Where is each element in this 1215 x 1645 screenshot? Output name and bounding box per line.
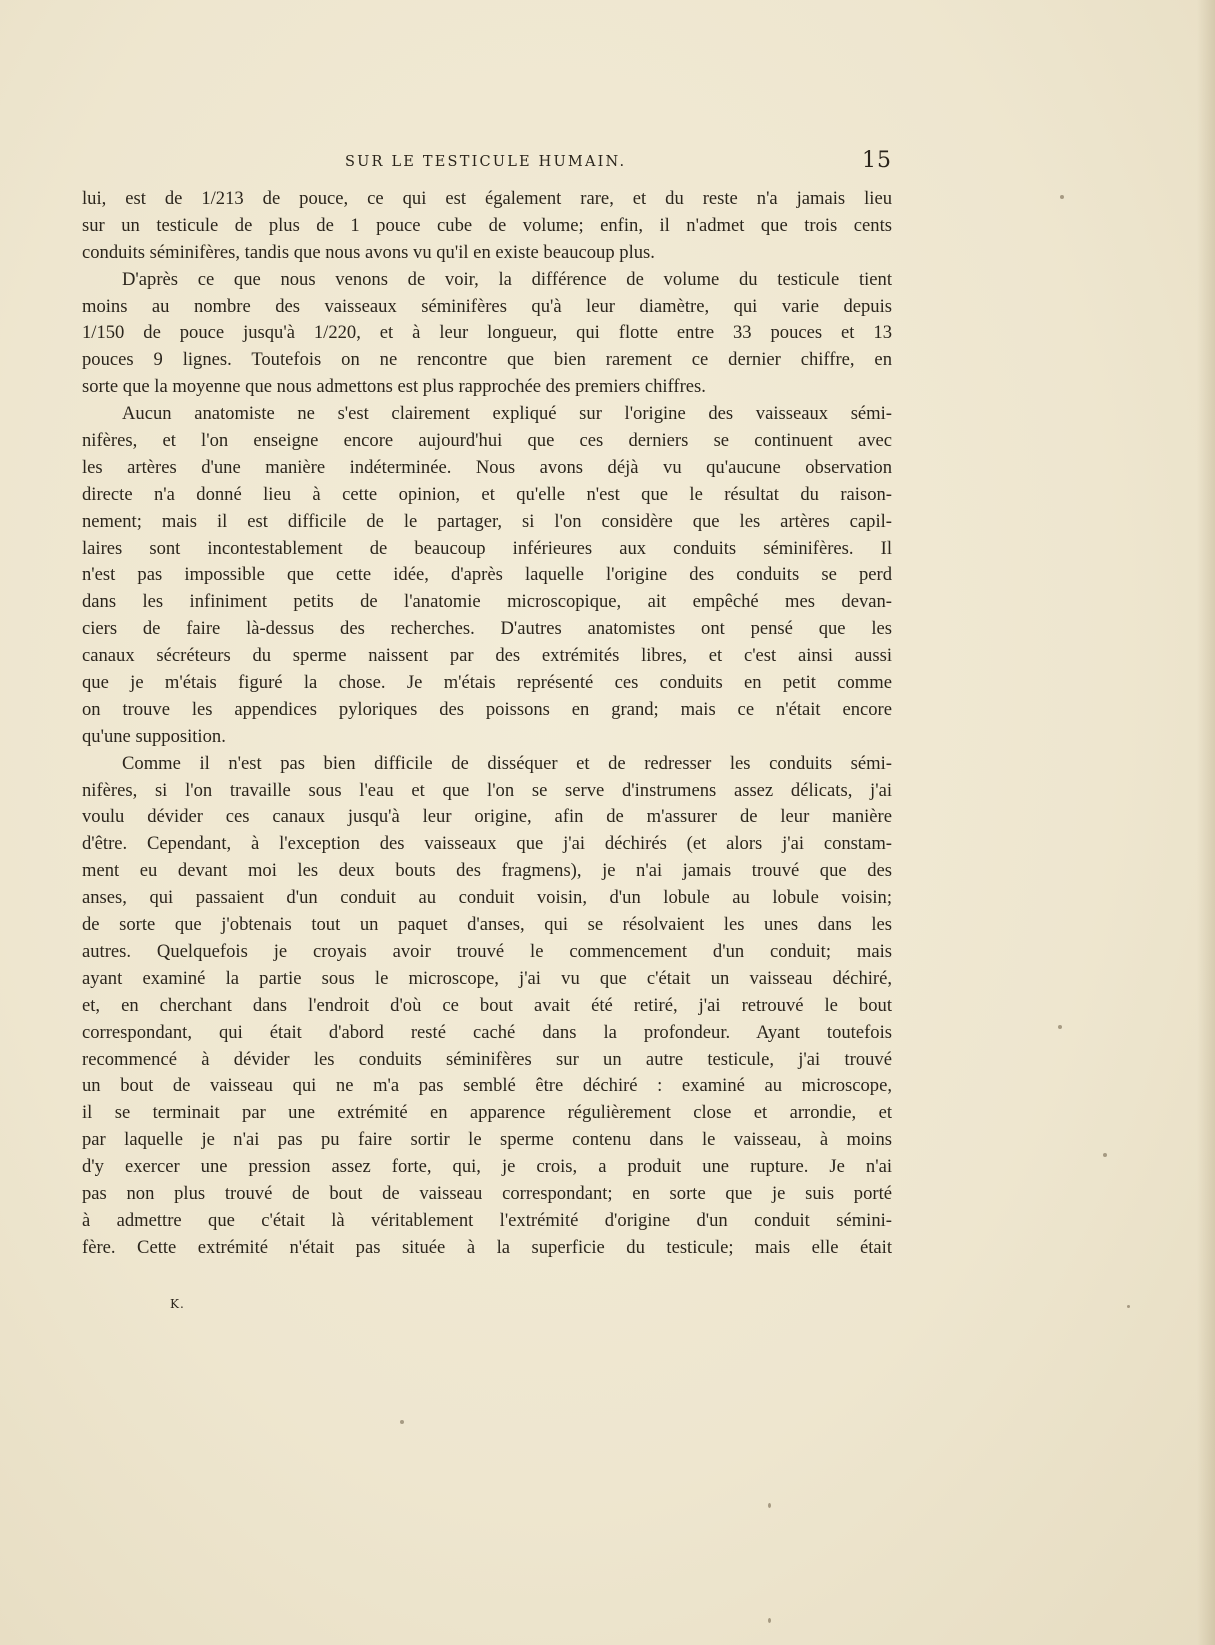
page-edge-shadow [1197, 0, 1215, 1645]
text-line: à admettre que c'était là véritablement l'extrémité d'origine d'un conduit sémini- [82, 1209, 892, 1231]
text-line: correspondant, qui était d'abord resté caché dans la profondeur. Ayant toutefois [82, 1021, 892, 1043]
paper-speck [768, 1618, 771, 1623]
page-number: 15 [862, 148, 892, 173]
text-line: par laquelle je n'ai pas pu faire sortir le sperme contenu dans le vaisseau, à moins [82, 1129, 892, 1151]
text-line: autres. Quelquefois je croyais avoir trouvé le commencement d'un conduit; mais [82, 940, 892, 962]
text-line: nifères, et l'on enseigne encore aujourd'hui que ces derniers se continuent avec [82, 430, 892, 452]
text-line: et, en cherchant dans l'endroit d'où ce bout avait été retiré, j'ai retrouvé le bout [82, 994, 892, 1016]
text-line: moins au nombre des vaisseaux séminifères qu'à leur diamètre, qui varie depuis [82, 295, 892, 317]
text-line: lui, est de 1/213 de pouce, ce qui est également rare, et du reste n'a jamais lieu [82, 188, 892, 209]
text-line: directe n'a donné lieu à cette opinion, et qu'elle n'est que le résultat du raison- [82, 483, 892, 505]
paper-speck [1127, 1305, 1130, 1308]
text-line: on trouve les appendices pyloriques des poissons en grand; mais ce n'était encore [82, 698, 892, 720]
text-line: laires sont incontestablement de beaucoup inférieures aux conduits séminifères. Il [82, 537, 892, 559]
text-line: ment eu devant moi les deux bouts des fragmens), je n'ai jamais trouvé que des [82, 860, 892, 882]
text-line: qu'une supposition. [82, 725, 226, 747]
signature-mark: K. [170, 1297, 185, 1311]
running-title: SUR LE TESTICULE HUMAIN. [345, 154, 627, 170]
text-line: anses, qui passaient d'un conduit au conduit voisin, d'un lobule au lobule voisin; [82, 887, 892, 909]
text-line: conduits séminifères, tandis que nous avons vu qu'il en existe beaucoup plus. [82, 241, 655, 263]
text-line: ayant examiné la partie sous le microscope, j'ai vu que c'était un vaisseau déchiré, [82, 967, 892, 989]
body-text [82, 186, 892, 1262]
text-line: ciers de faire là-dessus des recherches. D'autres anatomistes ont pensé que les [82, 618, 892, 640]
text-line: recommencé à dévider les conduits séminifères sur un autre testicule, j'ai trouvé [82, 1048, 892, 1070]
text-line: de sorte que j'obtenais tout un paquet d'anses, qui se résolvaient les unes dans les [82, 914, 892, 936]
text-line: pouces 9 lignes. Toutefois on ne rencontre que bien rarement ce dernier chiffre, en [82, 349, 892, 371]
text-line: d'y exercer une pression assez forte, qui, je crois, a produit une rupture. Je n'ai [82, 1156, 892, 1178]
text-line: que je m'étais figuré la chose. Je m'étais représenté ces conduits en petit comme [82, 672, 892, 694]
text-line: nifères, si l'on travaille sous l'eau et que l'on se serve d'instrumens assez délicats, j'ai [82, 779, 892, 801]
text-line: les artères d'une manière indéterminée. Nous avons déjà vu qu'aucune observation [82, 456, 892, 478]
text-line: 1/150 de pouce jusqu'à 1/220, et à leur longueur, qui flotte entre 33 pouces et 13 [82, 322, 892, 344]
page-header [82, 150, 892, 174]
paper-speck [1060, 195, 1064, 199]
text-line: n'est pas impossible que cette idée, d'après laquelle l'origine des conduits se perd [82, 564, 892, 586]
text-line: D'après ce que nous venons de voir, la différence de volume du testicule tient [122, 268, 892, 290]
text-line: sur un testicule de plus de 1 pouce cube de volume; enfin, il n'admet que trois cents [82, 214, 892, 236]
text-line: voulu dévider ces canaux jusqu'à leur origine, afin de m'assurer de leur manière [82, 806, 892, 828]
text-line: canaux sécréteurs du sperme naissent par des extrémités libres, et c'est ainsi aussi [82, 645, 892, 667]
text-line: il se terminait par une extrémité en apparence régulièrement close et arrondie, et [82, 1102, 892, 1124]
text-line: pas non plus trouvé de bout de vaisseau correspondant; en sorte que je suis porté [82, 1182, 892, 1204]
text-line: Aucun anatomiste ne s'est clairement expliqué sur l'origine des vaisseaux sémi- [122, 403, 892, 425]
paper-speck [400, 1420, 404, 1424]
text-line: sorte que la moyenne que nous admettons est plus rapprochée des premiers chiffres. [82, 376, 706, 398]
text-line: un bout de vaisseau qui ne m'a pas semblé être déchiré : examiné au microscope, [82, 1075, 892, 1097]
text-line: d'être. Cependant, à l'exception des vaisseaux que j'ai déchirés (et alors j'ai constam- [82, 833, 892, 855]
text-line: nement; mais il est difficile de le partager, si l'on considère que les artères capil- [82, 510, 892, 532]
paper-speck [1058, 1025, 1062, 1029]
text-line: dans les infiniment petits de l'anatomie microscopique, ait empêché mes devan- [82, 591, 892, 613]
paper-speck [1103, 1153, 1107, 1157]
paper-speck [768, 1503, 771, 1508]
text-line: fère. Cette extrémité n'était pas située à la superficie du testicule; mais elle était [82, 1236, 892, 1258]
text-line: Comme il n'est pas bien difficile de disséquer et de redresser les conduits sémi- [122, 752, 892, 774]
